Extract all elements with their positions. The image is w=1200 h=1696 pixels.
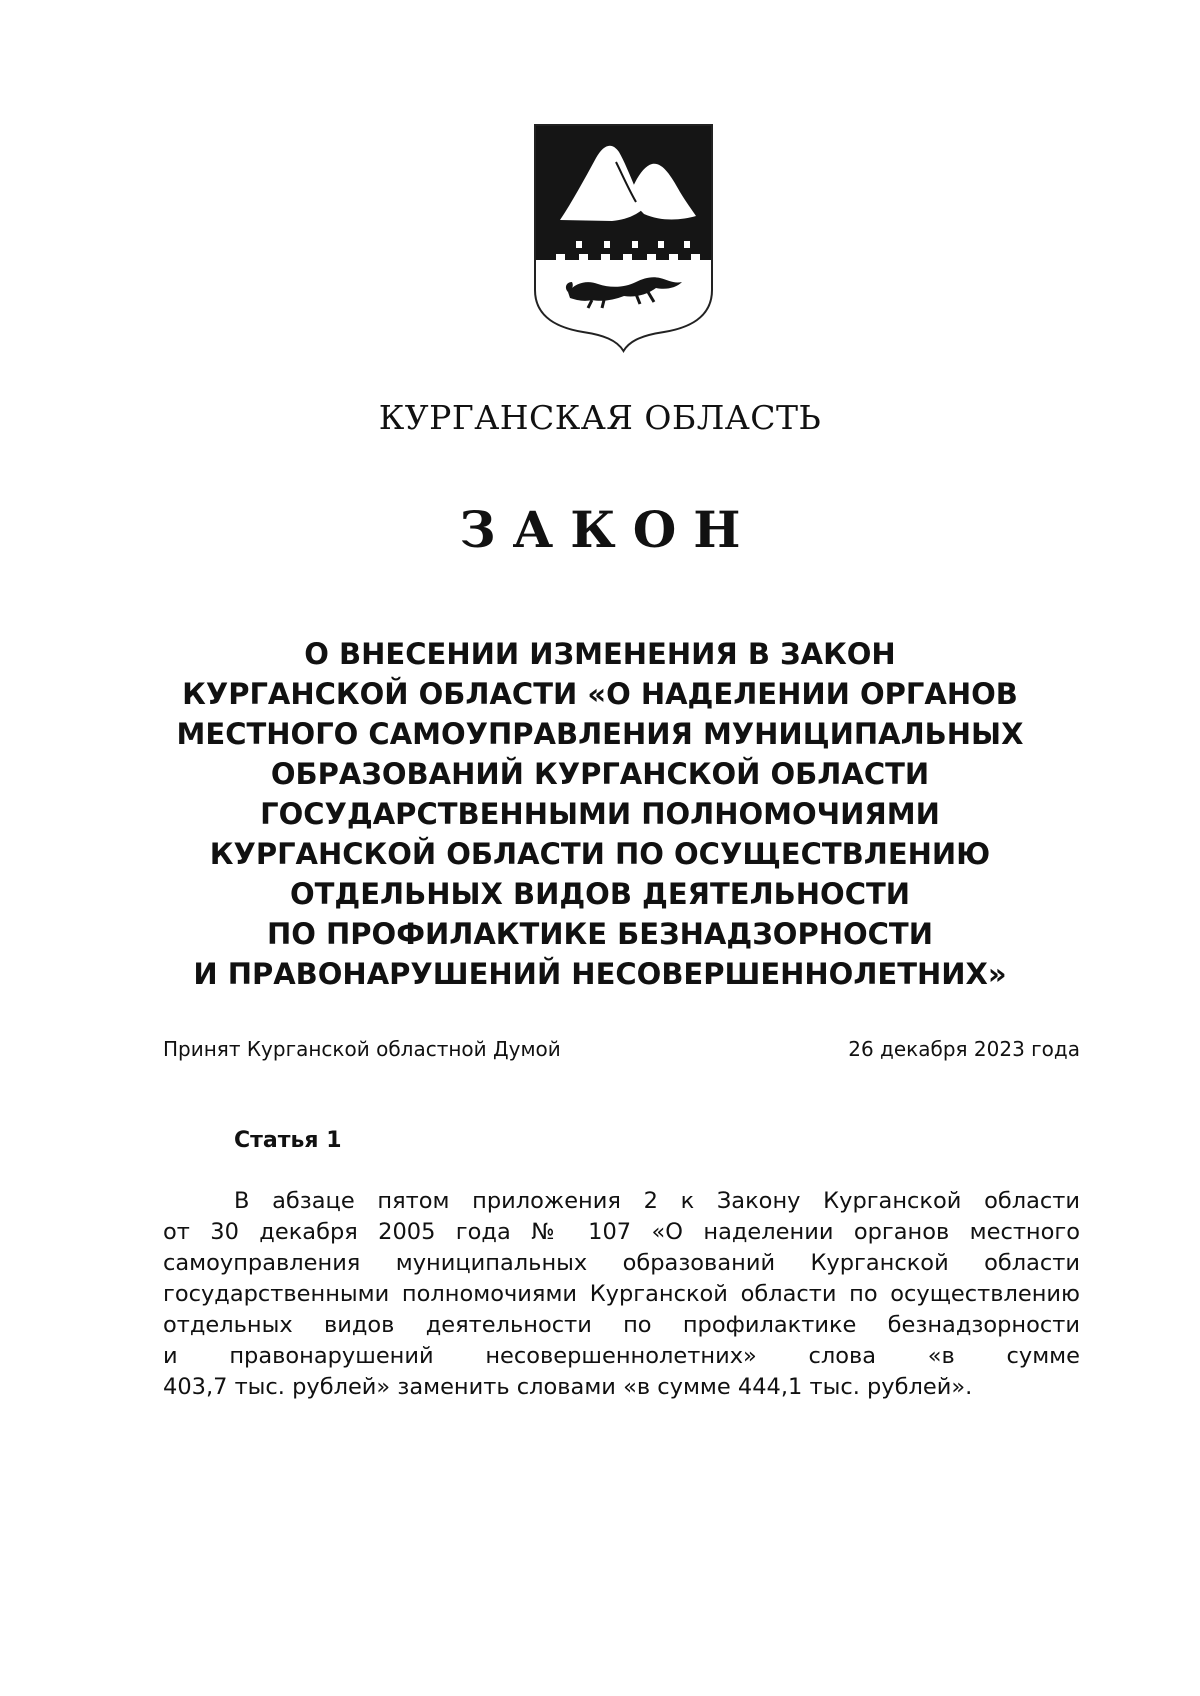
adopted-by: Принят Курганской областной Думой	[163, 1037, 561, 1061]
paragraph-line: отдельных видов деятельности по профилактике безнадзорности	[163, 1312, 1080, 1338]
title-line: ГОСУДАРСТВЕННЫМИ ПОЛНОМОЧИЯМИ	[260, 797, 940, 831]
document-type: ЗАКОН	[459, 500, 758, 559]
paragraph-line: и правонарушений несовершеннолетних» слова «в сумме	[163, 1343, 1080, 1369]
title-line: О ВНЕСЕНИИ ИЗМЕНЕНИЯ В ЗАКОН	[304, 637, 896, 671]
title-line: МЕСТНОГО САМОУПРАВЛЕНИЯ МУНИЦИПАЛЬНЫХ	[176, 717, 1024, 751]
paragraph-line: В абзаце пятом приложения 2 к Закону Курганской области	[234, 1188, 1080, 1214]
region-name: КУРГАНСКАЯ ОБЛАСТЬ	[378, 398, 822, 437]
article-paragraph	[163, 1186, 1080, 1403]
title-line: КУРГАНСКОЙ ОБЛАСТИ ПО ОСУЩЕСТВЛЕНИЮ	[209, 837, 991, 871]
coat-of-arms-icon	[532, 122, 715, 354]
title-line: ОБРАЗОВАНИЙ КУРГАНСКОЙ ОБЛАСТИ	[270, 757, 930, 791]
paragraph-line: 403,7 тыс. рублей» заменить словами «в сумме 444,1 тыс. рублей».	[163, 1374, 973, 1400]
law-title	[150, 634, 1050, 994]
paragraph-line: государственными полномочиями Курганской области по осуществлению	[163, 1281, 1080, 1307]
title-line: ОТДЕЛЬНЫХ ВИДОВ ДЕЯТЕЛЬНОСТИ	[289, 877, 911, 911]
title-line: КУРГАНСКОЙ ОБЛАСТИ «О НАДЕЛЕНИИ ОРГАНОВ	[182, 677, 1018, 711]
adoption-date: 26 декабря 2023 года	[848, 1037, 1080, 1061]
paragraph-line: от 30 декабря 2005 года № 107 «О наделении органов местного	[163, 1219, 1080, 1245]
paragraph-line: самоуправления муниципальных образований Курганской области	[163, 1250, 1080, 1276]
article-heading: Статья 1	[234, 1128, 342, 1153]
title-line: ПО ПРОФИЛАКТИКЕ БЕЗНАДЗОРНОСТИ	[267, 917, 933, 951]
title-line: И ПРАВОНАРУШЕНИЙ НЕСОВЕРШЕННОЛЕТНИХ»	[193, 957, 1007, 991]
